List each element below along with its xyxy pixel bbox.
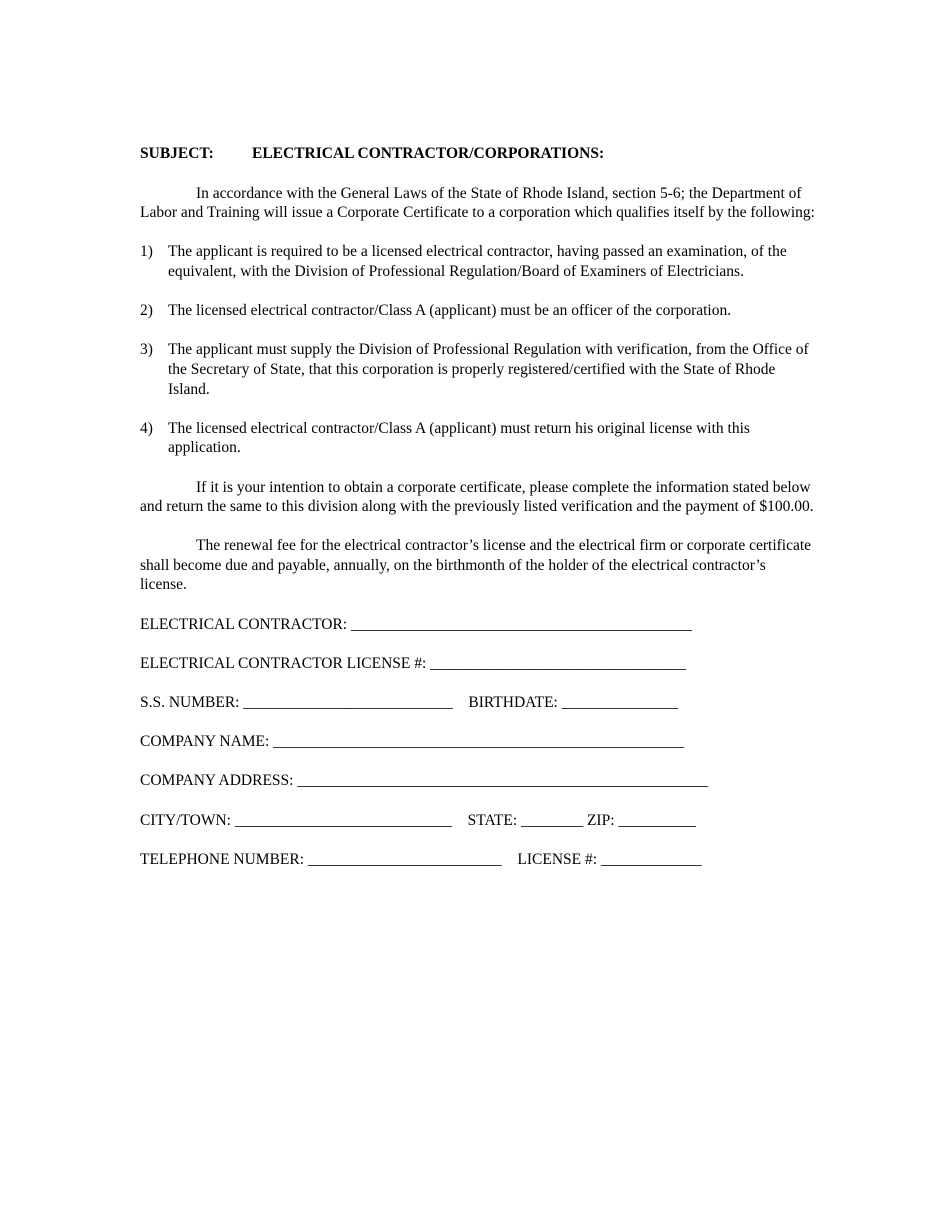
company-name-field[interactable]: _____________________________________________________ bbox=[273, 733, 684, 751]
birthdate-label: BIRTHDATE: bbox=[468, 694, 558, 712]
telephone-license-field-row bbox=[140, 850, 815, 870]
document-page bbox=[140, 144, 815, 889]
intro-paragraph: In accordance with the General Laws of the State of Rhode Island, section 5-6; the Department of Labor and Training will issue a Corporate Certificate to a corporation which qualifies itself by the following: bbox=[140, 184, 815, 222]
telephone-field[interactable]: _________________________ bbox=[307, 850, 502, 868]
telephone-label: TELEPHONE NUMBER: bbox=[140, 850, 305, 868]
company-address-field-row bbox=[140, 771, 815, 791]
company-address-field[interactable]: _____________________________________________________ bbox=[297, 772, 709, 790]
ss-number-label: S.S. NUMBER: bbox=[140, 694, 240, 712]
birthdate-field[interactable]: _______________ bbox=[561, 694, 678, 712]
ss-number-field[interactable]: ___________________________ bbox=[243, 694, 453, 712]
state-label: STATE: bbox=[467, 811, 518, 829]
city-town-label: CITY/TOWN: bbox=[140, 811, 231, 829]
requirement-item bbox=[140, 419, 815, 458]
requirement-text: The applicant is required to be a licensed electrical contractor, having passed an examination, of the equivalent, with the Division of Professional Regulation/Board of Examiners of Electricians. bbox=[168, 243, 787, 280]
requirement-number: 2) bbox=[140, 302, 153, 320]
contractor-license-label: ELECTRICAL CONTRACTOR LICENSE #: bbox=[140, 654, 427, 672]
contractor-field[interactable]: ____________________________________________ bbox=[350, 615, 692, 633]
renewal-paragraph: The renewal fee for the electrical contractor’s license and the electrical firm or corporate certificate shall become due and payable, annually, on the birthmonth of the holder of the electrical contractor’s license. bbox=[140, 537, 812, 594]
license-field[interactable]: _____________ bbox=[600, 850, 702, 868]
intention-paragraph: If it is your intention to obtain a corporate certificate, please complete the information stated below and return the same to this division along with the previously listed verification and the payment of $100.00. bbox=[140, 478, 814, 516]
requirement-item bbox=[140, 242, 815, 281]
city-state-zip-field-row bbox=[140, 811, 815, 831]
city-town-field[interactable]: ____________________________ bbox=[234, 811, 452, 829]
requirement-text: The applicant must supply the Division of Professional Regulation with verification, from the Office of the Secretary of State, that this corporation is properly registered/certified with the State of Rhode Island. bbox=[168, 341, 809, 398]
requirement-number: 1) bbox=[140, 243, 153, 261]
requirement-item bbox=[140, 301, 815, 321]
company-name-label: COMPANY NAME: bbox=[140, 733, 270, 751]
license-label: LICENSE #: bbox=[517, 850, 598, 868]
requirement-number: 3) bbox=[140, 341, 153, 359]
zip-field[interactable]: __________ bbox=[618, 811, 696, 829]
requirement-item bbox=[140, 340, 815, 399]
ss-birthdate-field-row bbox=[140, 693, 815, 713]
contractor-license-field[interactable]: _________________________________ bbox=[430, 654, 686, 672]
requirement-text: The licensed electrical contractor/Class A (applicant) must return his original license with this application. bbox=[168, 419, 750, 457]
contractor-label: ELECTRICAL CONTRACTOR: bbox=[140, 615, 348, 633]
requirement-number: 4) bbox=[140, 419, 153, 437]
company-address-label: COMPANY ADDRESS: bbox=[140, 772, 294, 790]
subject-heading bbox=[140, 144, 815, 164]
requirements-list bbox=[140, 242, 815, 458]
zip-label: ZIP: bbox=[586, 811, 615, 829]
company-name-field-row bbox=[140, 732, 815, 752]
contractor-field-row bbox=[140, 615, 815, 635]
subject-label: SUBJECT: bbox=[140, 145, 214, 162]
state-field[interactable]: ________ bbox=[521, 811, 584, 829]
requirement-text: The licensed electrical contractor/Class A (applicant) must be an officer of the corporation. bbox=[168, 302, 732, 320]
contractor-license-field-row bbox=[140, 654, 815, 674]
subject-title: ELECTRICAL CONTRACTOR/CORPORATIONS: bbox=[252, 145, 605, 162]
